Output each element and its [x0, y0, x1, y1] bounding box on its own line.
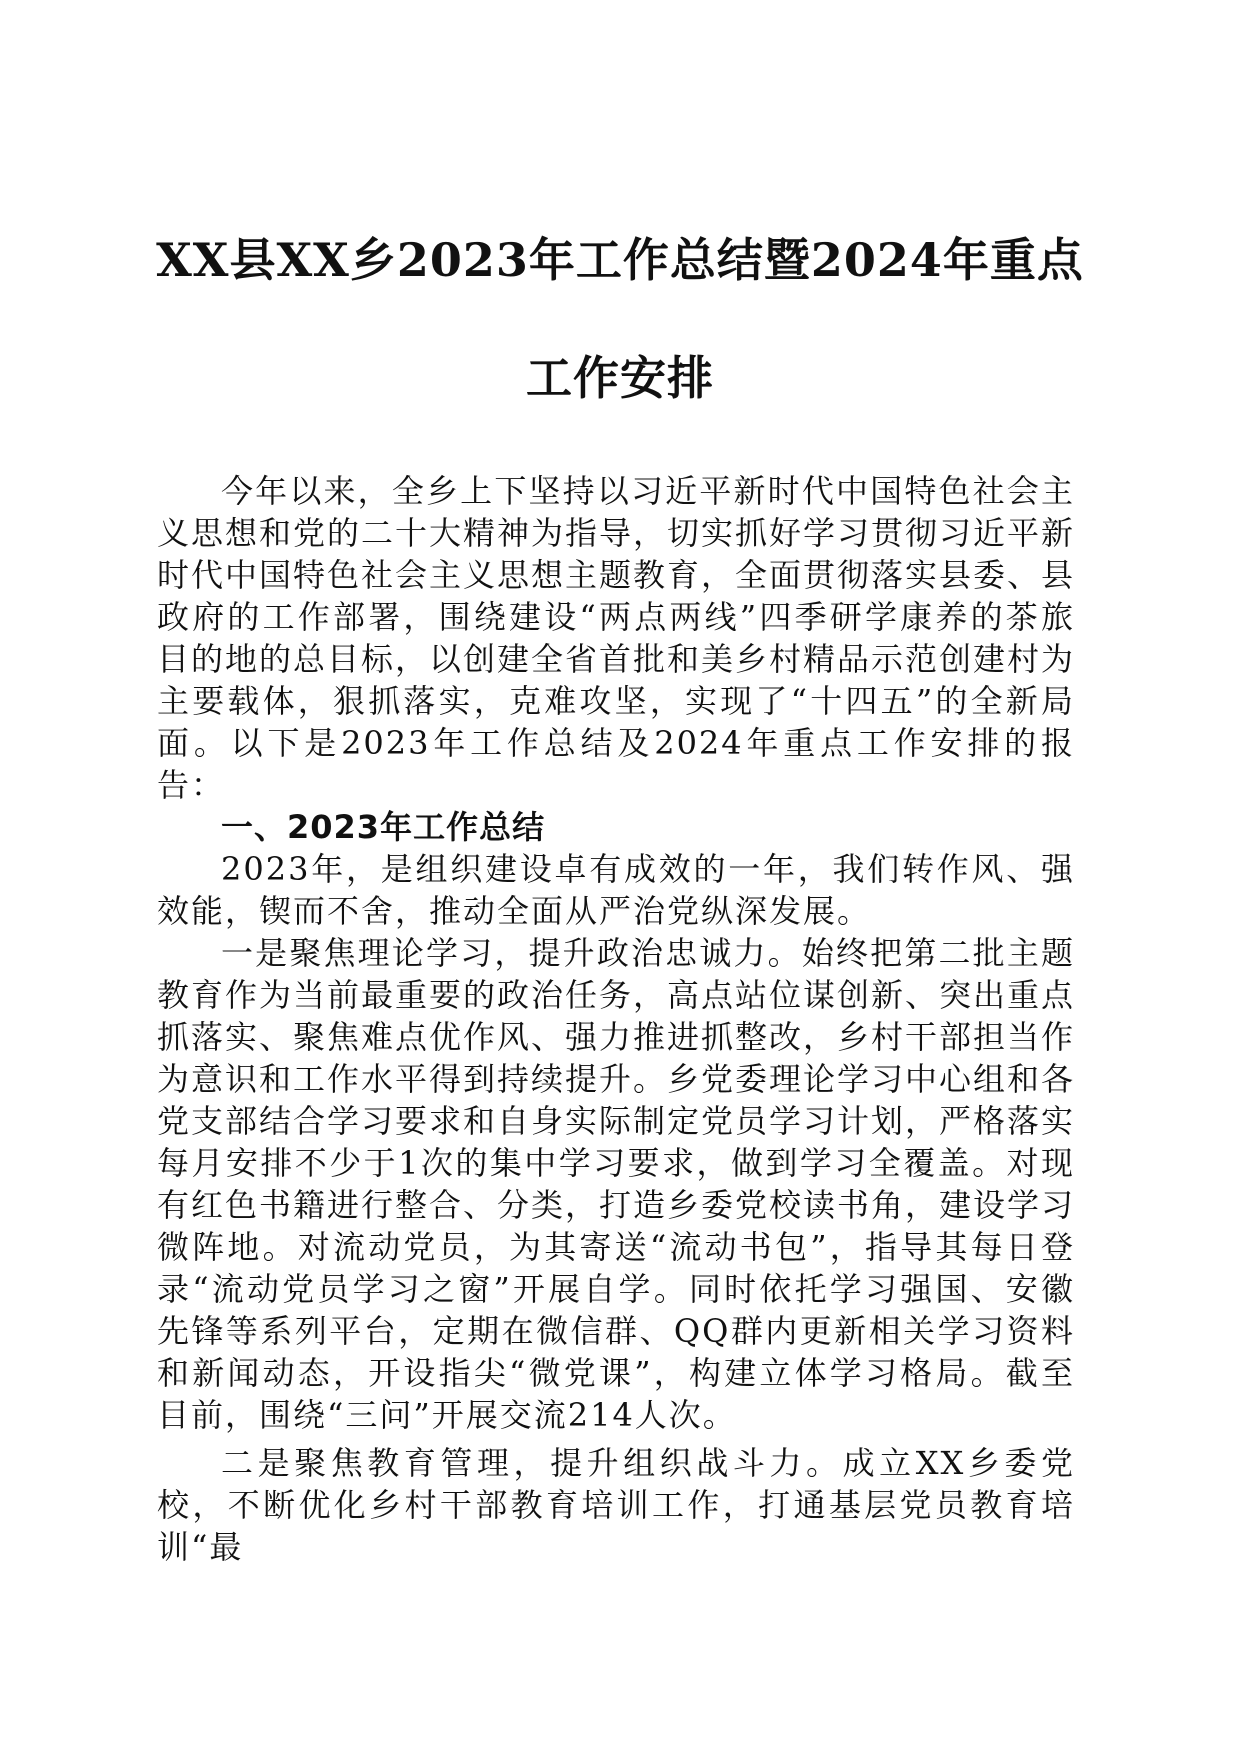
document-title-line-2: 工作安排: [526, 351, 714, 405]
intro-paragraph: 今年以来，全乡上下坚持以习近平新时代中国特色社会主义思想和党的二十大精神为指导，切实抓好学习贯彻习近平新时代中国特色社会主义思想主题教育，全面贯彻落实县委、县政府的工作部署，围绕建设“两点两线”四季研学康养的茶旅目的地的总目标，以创建全省首批和美乡村精品示范创建村为主要载体，狠抓落实，克难攻坚，实现了“十四五”的全新局面。以下是2023年工作总结及2024年重点工作安排的报告：: [157, 472, 1076, 804]
section-heading-work-summary: 一、2023年工作总结: [221, 808, 546, 846]
paragraph-2023-overview: 2023年，是组织建设卓有成效的一年，我们转作风、强效能，锲而不舍，推动全面从严治党纵深发展。: [157, 850, 1075, 930]
document-body: [157, 470, 1075, 1568]
paragraph-education-management: 二是聚焦教育管理，提升组织战斗力。成立XX乡委党校，不断优化乡村干部教育培训工作，打通基层党员教育培训“最: [157, 1444, 1075, 1566]
document-title-line-1: XX县XX乡2023年工作总结暨2024年重点: [156, 233, 1084, 287]
paragraph-theory-study: 一是聚焦理论学习，提升政治忠诚力。始终把第二批主题教育作为当前最重要的政治任务，高点站位谋创新、突出重点抓落实、聚焦难点优作风、强力推进抓整改，乡村干部担当作为意识和工作水平得到持续提升。乡党委理论学习中心组和各党支部结合学习要求和自身实际制定党员学习计划，严格落实每月安排不少于1次的集中学习要求，做到学习全覆盖。对现有红色书籍进行整合、分类，打造乡委党校读书角，建设学习微阵地。对流动党员，为其寄送“流动书包”，指导其每日登录“流动党员学习之窗”开展自学。同时依托学习强国、安徽先锋等系列平台，定期在微信群、QQ群内更新相关学习资料和新闻动态，开设指尖“微党课”，构建立体学习格局。截至目前，围绕“三问”开展交流214人次。: [157, 934, 1076, 1434]
